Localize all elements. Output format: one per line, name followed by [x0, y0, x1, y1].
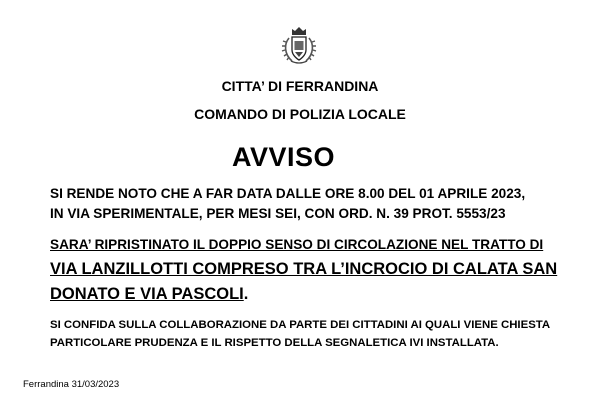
paragraph-2-line-3-text: DONATO E VIA PASCOLI [50, 285, 244, 303]
paragraph-2-line-2: VIA LANZILLOTTI COMPRESO TRA L’INCROCIO DI CALATA SAN [50, 260, 558, 278]
paragraph-2-line-3-end: . [243, 285, 249, 303]
paragraph-3-line-2: PARTICOLARE PRUDENZA E IL RISPETTO DELLA SEGNALETICA IVI INSTALLATA. [50, 337, 499, 349]
municipal-coat-of-arms-icon [281, 26, 317, 66]
command-name: COMANDO DI POLIZIA LOCALE [194, 106, 406, 122]
paragraph-2-line-1: SARA’ RIPRISTINATO IL DOPPIO SENSO DI CIRCOLAZIONE NEL TRATTO DI [50, 237, 544, 252]
notice-title: AVVISO [232, 142, 336, 172]
city-name: CITTA’ DI FERRANDINA [221, 78, 379, 94]
place-and-date: Ferrandina 31/03/2023 [23, 379, 120, 390]
paragraph-2-line-3 [50, 285, 248, 304]
paragraph-1-line-1: SI RENDE NOTO CHE A FAR DATA DALLE ORE 8.00 DEL 01 APRILE 2023, [50, 186, 526, 201]
paragraph-1-line-2: IN VIA SPERIMENTALE, PER MESI SEI, CON ORD. N. 39 PROT. 5553/23 [50, 206, 506, 221]
paragraph-3-line-1: SI CONFIDA SULLA COLLABORAZIONE DA PARTE DEI CITTADINI AI QUALI VIENE CHIESTA [50, 319, 551, 331]
